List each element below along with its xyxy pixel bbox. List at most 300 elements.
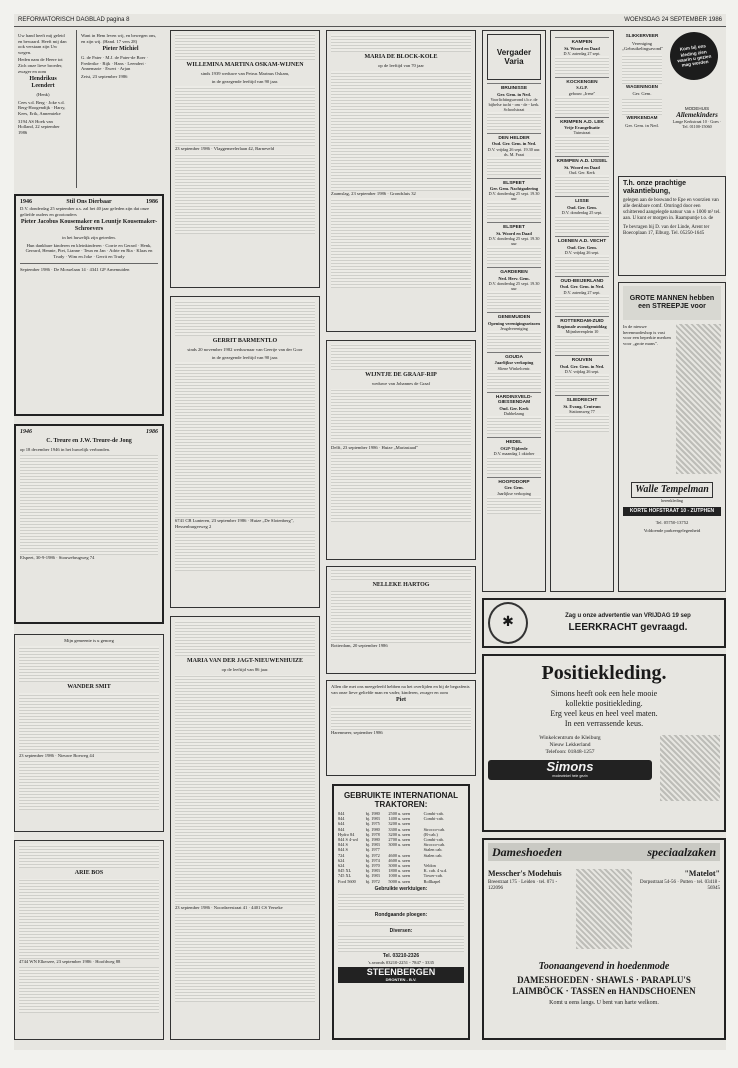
tractor-cell: 1400 u. uren xyxy=(388,816,410,822)
vergader-slikkerveer xyxy=(618,30,666,172)
ad-dameshoeden xyxy=(482,838,726,1040)
text-block xyxy=(331,591,471,643)
vergader-items xyxy=(487,83,541,514)
text-block xyxy=(19,879,159,959)
anniversary-family: Hun dankbare kinderen en kleinkinderen · Corrie en Gerard · Henk, Gerrard, Hennie, Piet, Lianne · Teun en Jan · Adrie en Ria · Klaas en Trudy · Wim en Joke · Gerrit en Trudy xyxy=(25,242,153,259)
tractor-cell: 3000 u. uren xyxy=(388,842,410,848)
anniversary-text2: in het huwelijk zijn getreden. xyxy=(62,235,116,241)
anniversary-names: Pieter Jacobus Kousemaker en Leuntje Kousemaker-Schroevers xyxy=(20,219,158,233)
vergader-title: SLIEDRECHT xyxy=(566,398,598,404)
text-block xyxy=(331,344,471,370)
positie-addr2: Nieuw Lekkerland xyxy=(549,742,591,748)
tractor-cell: Combi-cab. xyxy=(423,816,444,822)
text-block xyxy=(19,693,159,753)
year-end: 1986 xyxy=(146,429,158,435)
text-block xyxy=(331,706,471,730)
text-block xyxy=(338,936,464,952)
anniversary-text: D.V. donderdag 25 september a.s. zal het 40 jaar geleden zijn dat onze geliefde ouders en grootouders xyxy=(20,206,150,217)
tractor-cell: bj. 1983 xyxy=(365,816,380,822)
vergader-org: Oud. Ger. Gem. in Ned. xyxy=(559,363,605,369)
allemk-title: Allemekinders xyxy=(676,111,718,119)
vergader-item xyxy=(555,77,609,114)
notice-text: Heden nam de Heere tot Zich onze lieve broeder, zwager en oom xyxy=(18,57,63,74)
positie-addr1: Winkelcentrum de Kleiburg xyxy=(539,735,601,741)
allemk-sub: MODEHUIS xyxy=(684,106,710,111)
vergader-org: Ned. Herv. Gem. xyxy=(498,275,530,281)
vergader-text: D.V. zaterdag 27 sept. xyxy=(563,50,601,56)
tractor-cell: bj. 1972 xyxy=(365,878,380,884)
tractor-cell: Veldon xyxy=(423,863,436,869)
notice-date: Harenmeer, september 1986 xyxy=(331,730,383,736)
tractor-cell: 644 xyxy=(338,821,345,827)
text-block xyxy=(331,570,471,580)
tractor-cell: Sirocco-cab. xyxy=(423,826,446,832)
vergader-org: Ger. Gem. in Ned. xyxy=(497,91,531,97)
ad-circle: Kom bij ons kleding zien waarin u gezien mag worden xyxy=(667,29,721,83)
hoeden-line3: Komt u eens langs. U bent van harte welkom. xyxy=(549,1000,659,1006)
text-block xyxy=(487,246,541,264)
notice-name: ARIE BOS xyxy=(74,870,104,876)
tractor-cell: 624 xyxy=(338,863,345,869)
tractor-cell: 844 S xyxy=(338,847,348,853)
tractor-cell: bj. 1974 xyxy=(365,857,380,863)
vergader-org: Oud. Ger. Gem. in Ned. xyxy=(491,141,537,147)
grote-mannen-banner xyxy=(623,286,721,320)
text-block xyxy=(487,201,541,219)
vergader-org: Oud. Ger. Kerk xyxy=(499,405,529,411)
tractor-cell: 2500 u. uren xyxy=(388,811,410,816)
tractor-cell: K. cab. 4 w.d. xyxy=(423,868,448,874)
ad-walle-tempelman xyxy=(618,282,726,592)
vergader-org: Oud. Ger. Gem. xyxy=(567,204,597,210)
vergader-title: GENEMUIDEN xyxy=(497,314,531,320)
vergader-text: Jeugdvereniging xyxy=(500,325,528,331)
notice-hartog xyxy=(326,566,476,674)
vergader-text: Voorlichtingsavond t.b.v. de bijbelse tucht - om - de - kerk. Schoolstraat xyxy=(488,96,540,112)
notice-name: WANDER SMIT xyxy=(67,683,111,690)
notice-name: MARIA VAN DER JAGT-NIEUWENHUIZE xyxy=(186,658,304,664)
vergader-title: ROTTERDAM-ZUID xyxy=(560,318,604,324)
school-logo-icon: ✱ xyxy=(488,602,528,644)
page-header xyxy=(14,14,726,27)
vergader-text: Dubbelzang xyxy=(503,410,525,416)
vergader-title: ELSPEET xyxy=(503,225,525,231)
vergader-text: Sliene Winkelcentr. xyxy=(497,365,531,371)
vergader-text: D.V. vrijdag 26 sept. xyxy=(564,249,600,255)
tractor-cell: bj. 1980 xyxy=(365,837,380,843)
notice-henk xyxy=(14,30,72,188)
vergader-items xyxy=(555,37,609,432)
divider xyxy=(20,263,158,264)
tractor-cell: bj. 1983 xyxy=(365,842,380,848)
notice-arie-bos xyxy=(14,840,164,1040)
matelot-name: "Matelot" xyxy=(684,869,720,878)
tractor-cell: Stalen cab. xyxy=(423,847,443,853)
vergader-varia xyxy=(482,30,546,592)
text-block xyxy=(555,215,609,233)
dameshoeden-title: Dameshoeden xyxy=(492,845,562,859)
vergader-item xyxy=(487,477,541,514)
text-block xyxy=(487,112,541,130)
tractors-h4: Diversen: xyxy=(389,927,413,934)
vergader-item xyxy=(487,222,541,264)
tractors-h3: Rondgaande ploegen: xyxy=(374,911,428,918)
anniversary-date: Elspeet, 30-9-1986 · Stouwebrugweg 74 xyxy=(20,554,95,560)
tractors-phone: Tel. 03210-2326 xyxy=(382,952,420,959)
text-block xyxy=(175,300,315,336)
vergader-text: D.V. vrijdag 26 sept. 19.30 uur. ds. M. Fraai xyxy=(487,146,541,157)
text-block xyxy=(622,54,662,84)
text-block xyxy=(555,334,609,352)
year-start: 1946 xyxy=(20,429,32,435)
tractor-cell: 844 xyxy=(338,816,345,822)
simons-logo-text: Simons xyxy=(546,759,594,774)
ad-allemekinders xyxy=(670,32,724,102)
text-block xyxy=(555,255,609,273)
tractor-cell: 3300 u. uren xyxy=(388,826,410,832)
tractors-phone-evening: 's avonds 03210-2251 - 7847 - 3335 xyxy=(367,959,435,965)
steenbergen-logo-text: STEENBERGEN xyxy=(366,967,436,978)
text-block xyxy=(19,844,159,868)
notice-sub: sinds 1939 weduwe van Petrus Marinus Oskam, xyxy=(200,71,290,76)
tractor-cell: bj. 1983 xyxy=(365,868,380,874)
notice-age: in de gezegende leeftijd van 90 jaar. xyxy=(211,354,279,360)
vergader-text: D.V. donderdag 25 sept. xyxy=(561,209,603,215)
vergader-title: HARDINXVELD-GIESSENDAM xyxy=(495,394,533,406)
notice-date: 3194 AS Hoek van Holland, 22 september 1986 xyxy=(18,118,60,135)
notice-thanks-piet xyxy=(326,680,476,776)
notice-name: NELLEKE HARTOG xyxy=(372,582,430,588)
notice-wander-smit xyxy=(14,634,164,832)
vergader-title: SLIKKERVEER xyxy=(625,33,659,38)
vakantie-title: T.h. onze prachtige vakantiebung, xyxy=(623,180,687,195)
vergader-item xyxy=(555,37,609,74)
tractor-cell: Combi-cab. xyxy=(423,837,444,843)
notice-date: Zaamslag, 23 september 1986 · Grondsluis 32 xyxy=(331,190,416,196)
vergader-title: KRIMPEN A.D. IJSSEL xyxy=(556,159,608,165)
tractor-cell: Combi-cab. xyxy=(423,811,444,816)
text-block xyxy=(555,56,609,74)
tractor-cell: 844 xyxy=(338,811,345,816)
text-block xyxy=(338,920,464,926)
vergader-varia-2 xyxy=(550,30,614,592)
vergader-item xyxy=(555,156,609,193)
tractors-title: GEBRUIKTE INTERNATIONAL TRAKTOREN: xyxy=(343,791,459,809)
vergader-title: GARDEREN xyxy=(500,270,528,276)
vergader-title: WERKENDAM xyxy=(626,114,658,120)
tractor-cell: 624 xyxy=(338,857,345,863)
newspaper-page xyxy=(14,14,726,1050)
vergader-title: ROUVEN xyxy=(571,358,593,364)
dameshoeden-title2: speciaalzaken xyxy=(647,845,716,859)
tractor-cell: 745 XL xyxy=(338,873,352,879)
grote-mannen-title: GROTE MANNEN hebben een STREEPJE voor xyxy=(629,295,715,310)
text-block xyxy=(175,154,315,234)
text-block xyxy=(175,620,315,656)
vergader-org: Vereniging „Gebruikelingsavond" xyxy=(622,40,664,52)
vergader-text: Stationsweg 77 xyxy=(569,408,595,414)
tractor-cell: 724 xyxy=(338,852,345,858)
tractor-cell: Rollkapel xyxy=(423,878,441,884)
vergader-item xyxy=(555,355,609,392)
notice-sub: (Henk) xyxy=(36,92,50,98)
text-block xyxy=(175,34,315,60)
thanks-text: Allen die met ons meegeleefd hebben na het overlijden en bij de begrafenis van onze lieve geliefde man en vader, kinderen, zwager en oom xyxy=(331,684,470,695)
tractor-cell: (R-cab.) xyxy=(423,831,438,837)
text-block xyxy=(622,99,662,115)
header-right: WOENSDAG 24 SEPTEMBER 1986 xyxy=(624,17,722,23)
positie-phone: Telefoon: 01848-1257 xyxy=(545,749,595,755)
notice-name: Piet xyxy=(396,697,406,704)
vergader-text: D.V. donderdag 25 sept. 19.30 uur xyxy=(488,236,540,247)
vergader-item xyxy=(487,133,541,175)
vergader-org: Ger. Gem. xyxy=(632,91,652,97)
ad-tractors xyxy=(332,784,470,1040)
vergader-item xyxy=(555,236,609,273)
pregnant-woman-image xyxy=(660,735,720,801)
notice-name: MARIA DE BLOCK-KOLE xyxy=(364,54,438,60)
text-block xyxy=(19,760,159,810)
vergader-org: Vrije Evangelisatie xyxy=(564,125,600,131)
vergader-title: DEN HELDER xyxy=(498,135,530,141)
walle-logo: Walle Tempelman xyxy=(631,482,713,498)
text-block xyxy=(19,967,159,1013)
vergader-item xyxy=(487,267,541,309)
vergader-title: LISSE xyxy=(575,199,589,205)
text-block xyxy=(175,86,315,146)
simons-logo xyxy=(488,760,652,780)
vergader-item xyxy=(555,117,609,154)
positie-text2: kollektie positiekleding. xyxy=(565,699,643,708)
notice-text: Uw hand heeft mij geleid en bewaard. Heeft mij dan ook verstaan zijn Uw wegen. xyxy=(18,33,67,55)
tractor-cell: 845 XL xyxy=(338,868,352,874)
vakantie-text: gelegen aan de boswand te Epe en voorzien van alle denkbare comf. Omringd door een schitterend aangelegde natuur van ± 1000 m² tel. aan. U kunt er morgen in. Raampuntje t.o. de xyxy=(623,198,721,221)
notice-date: Rotterdam, 20 september 1986 xyxy=(331,643,388,648)
notice-age: op de leeftijd van 86 jaar. xyxy=(221,667,269,672)
ad-allemekinders-logo xyxy=(670,106,724,172)
text-block xyxy=(331,71,471,191)
tractor-cell: 4600 u. uren xyxy=(388,852,410,858)
notice-verse: Mijn gemeente is u genoeg xyxy=(64,638,114,643)
tractor-cell: bj. 1970 xyxy=(365,863,380,869)
vergader-org: Oud. Ger. Gem. xyxy=(567,244,597,250)
text-block xyxy=(487,456,541,474)
man-figure-image xyxy=(676,324,721,474)
anniversary-kousemaker xyxy=(14,194,164,416)
notice-de-block xyxy=(326,30,476,332)
notice-date: 4744 WN Elkerzee, 23 september 1986 · Hoofdweg 88 xyxy=(19,959,121,964)
notice-van-der-jagt xyxy=(170,616,320,1040)
notice-date: Delft, 23 september 1986 · Huize „Mariastaad" xyxy=(331,444,418,450)
leerkracht-top: Zag u onze advertentie van VRIJDAG 19 sep xyxy=(565,613,691,619)
notice-family: G. de Pater · M.J. de Pater-de Boer · Frederike · Rijk · Hans · Leendert · Annemarie · Ewert · Arjan xyxy=(81,55,149,72)
leerkracht-title: LEERKRACHT gevraagd. xyxy=(568,622,688,633)
ad-positiekleding xyxy=(482,654,726,832)
notice-text: Want in Hem leven wij, en bewegen ons, en zijn wij. (Hand. 17 vers 28) xyxy=(81,33,157,44)
vergader-title: OUD-BEIJERLAND xyxy=(560,278,604,284)
vergader-text: D.V. maandag 1 oktober xyxy=(493,450,535,456)
tractor-cell: 3200 u. uren xyxy=(388,831,410,837)
hoeden-footer-title: Toonaangevend in hoedenmode xyxy=(538,961,670,972)
vergader-text: D.V. vrijdag 26 sept. xyxy=(564,369,600,375)
matelot-addr: Dorpsstraat 54-56 · Putten · tel. 03418 - 56945 xyxy=(640,880,720,891)
tractor-row xyxy=(338,879,464,884)
grote-text: In de nieuwe herenmodeshop is vast voor een beperkte merken voor „grote mans". xyxy=(623,324,671,346)
notice-name: WIJNTJE DE GRAAF-RIP xyxy=(365,372,437,378)
notice-name: Pieter Michiel xyxy=(102,46,139,53)
text-block xyxy=(555,414,609,432)
year-end: 1986 xyxy=(146,199,158,205)
hat-model-image xyxy=(576,869,632,949)
vergader-title: ELSPEET xyxy=(503,180,525,186)
tractor-cell: 3000 u. uren xyxy=(388,863,410,869)
tractor-cell: 5000 u. uren xyxy=(388,878,410,884)
text-block xyxy=(331,452,471,522)
positie-logo: Positiekleding. xyxy=(541,662,667,684)
notice-sub: sinds 20 november 1982 weduwnaar van Geertje van der Goor xyxy=(187,347,303,352)
vergader-org: Jaarlijkse verkoping xyxy=(494,360,534,366)
vergader-item xyxy=(555,395,609,432)
header-left: REFORMATORISCH DAGBLAD pagina 8 xyxy=(18,17,130,23)
tractor-cell: Tower-cab. xyxy=(423,873,443,879)
hoeden-line1: DAMESHOEDEN · SHAWLS · PARAPLU'S xyxy=(517,975,691,985)
vergader-text: Jaarlijkse verkoping xyxy=(497,490,531,496)
tractor-cell: bj. 1980 xyxy=(365,826,380,832)
walle-parking: Voldoende parkeergelegenheid xyxy=(643,527,701,533)
anniversary-text: op 18 december 1946 in het huwelijk verbonden. xyxy=(20,447,111,452)
positie-text1: Simons heeft ook een hele mooie xyxy=(550,689,658,698)
vergader-item xyxy=(487,178,541,220)
text-block xyxy=(555,135,609,153)
text-block xyxy=(487,496,541,514)
text-block xyxy=(338,894,464,910)
notice-sub: weduwe van Johannes de Graaf xyxy=(371,381,431,386)
vergader-title: LOENEN A.D. VECHT xyxy=(557,238,607,244)
vergader-title: HOOFDDORP xyxy=(498,479,530,485)
anniversary-treure xyxy=(14,424,164,624)
vergader-org: St. Evang. Centrum xyxy=(563,403,601,409)
notice-date: 23 september 1986 · Nieuwe Boeweg 44 xyxy=(19,752,95,758)
tractor-cell: 844 xyxy=(338,826,345,832)
anniversary-heading: Stil Ons Dierbaar xyxy=(66,199,112,205)
vergader-org: Regionale avondgemiddag xyxy=(557,324,607,330)
notice-age: in de gezegende leeftijd van 90 jaar. xyxy=(211,78,279,84)
tractor-cell: bj. 1977 xyxy=(365,847,380,853)
vergader-org: St. Woord en Daad xyxy=(564,164,600,170)
anniversary-date: September 1986 · De Mosselaan 14 · 4341 GP Arnemuiden xyxy=(20,266,130,272)
tractor-cell: bj. 1978 xyxy=(365,831,380,837)
vergader-varia-logo xyxy=(487,34,541,80)
vergader-text: Tuinstraat xyxy=(573,130,591,136)
notice-date: 23 september 1986 · Noordzeestraat 41 · 4401 CS Yerseke xyxy=(175,904,283,910)
messcher-addr: Breestraat 175 · Leiden · tel. 071 - 122096 xyxy=(488,880,558,891)
vergader-title: KOCKENGEN xyxy=(566,79,598,85)
tractor-cell: 3200 u. uren xyxy=(388,821,410,827)
vergader-org: Opening verenigingsseizoen xyxy=(488,320,540,326)
vergader-text: Mijnsherenplein 10 xyxy=(565,329,599,335)
notice-family: Cees v.d. Berg · Joke v.d. Berg-Hoogendijk · Harry, Kees, Erik, Annemieke xyxy=(18,99,66,116)
vergader-item xyxy=(487,352,541,389)
notice-name: WILLEMINA MARTINA OSKAM-WIJNEN xyxy=(186,62,304,68)
walle-phone: Tel. 05750-13752 xyxy=(655,520,689,525)
tractors-h2: Gebruikte werktuigen: xyxy=(374,885,428,892)
vergader-title: GOUDA xyxy=(505,354,523,360)
vergader-item xyxy=(555,316,609,353)
text-block xyxy=(555,96,609,114)
vergader-org: OGP-Tijdrede xyxy=(500,445,528,451)
tractor-cell: 1000 u. uren xyxy=(388,873,410,879)
text-block xyxy=(175,362,315,518)
notice-oskam xyxy=(170,30,320,288)
year-start: 1946 xyxy=(20,199,32,205)
ad-vakantiebungalow xyxy=(618,176,726,276)
allemk-addr: Lange Kerkstraat 10 · Goes · Tel. 01100-15060 xyxy=(672,119,722,129)
vergader-org: St. Woord en Daad xyxy=(496,230,532,236)
vergader-org: Ger. Gem. xyxy=(504,485,524,491)
vergader-title: KRIMPEN A.D. LEK xyxy=(560,119,604,125)
positie-text3: Erg veel keus en heel veel maten. xyxy=(550,709,658,718)
text-block xyxy=(331,34,471,52)
walle-address: KORTE HOFSTRAAT 10 - ZUTPHEN xyxy=(623,507,721,516)
notice-age: op de leeftijd van 70 jaar xyxy=(378,63,424,68)
vergader-text: gebouw „Irene" xyxy=(568,90,596,96)
text-block xyxy=(555,295,609,313)
text-block xyxy=(555,175,609,193)
vergader-org: Ger. Gem. in Ned. xyxy=(625,122,659,128)
vergader-item xyxy=(487,392,541,434)
text-block xyxy=(487,416,541,434)
tractor-cell: 2700 u. uren xyxy=(388,837,410,843)
notice-date: 23 september 1986 · Vlaggemeelerlaan 42, Barneveld xyxy=(175,146,275,152)
steenbergen-logo xyxy=(338,967,464,983)
text-block xyxy=(487,157,541,175)
vergader-item xyxy=(555,276,609,313)
tractor-cell: Stalen cab. xyxy=(423,852,443,858)
text-block xyxy=(555,374,609,392)
simons-logo-sub: modewinkel hele gezin xyxy=(552,774,588,778)
text-block xyxy=(175,912,315,1002)
tractor-cell: Sirocco-cab. xyxy=(423,842,446,848)
text-block xyxy=(175,531,315,571)
vergader-title: KAMPEN xyxy=(571,40,593,45)
notice-barmentlo xyxy=(170,296,320,608)
tractor-cell: 844 S 4-wd xyxy=(338,837,358,843)
notice-date: Zeist, 23 september 1986 xyxy=(81,73,128,79)
vergader-org: S.G.P. xyxy=(576,85,588,91)
positie-text4: In een verrassende keus. xyxy=(564,719,644,728)
text-block xyxy=(331,198,471,288)
messcher-name: Messcher's Modehuis xyxy=(488,869,562,878)
tractor-cell: bj. 1975 xyxy=(365,821,380,827)
steenbergen-logo-sub: DRONTEN - B.V. xyxy=(385,977,417,983)
text-block xyxy=(20,455,158,555)
vergader-text: D.V. zaterdag 27 sept. xyxy=(563,289,601,295)
vergader-varia-title: Vergader Varia xyxy=(496,48,532,66)
text-block xyxy=(487,291,541,309)
vergader-org: St. Woord en Daad xyxy=(564,45,600,51)
vergader-title: BRUINISSE xyxy=(500,86,528,91)
walle-sub: herenkleding xyxy=(661,498,683,503)
tractor-cell: bj. 1983 xyxy=(365,873,380,879)
vakantie-text2: Te bevragen bij D. van der Linde, Arent ter Boecoplaan 17, Elburg. Tel. 05250-1645 xyxy=(623,225,710,236)
vergader-item xyxy=(487,312,541,349)
vergader-item xyxy=(487,437,541,474)
text-block xyxy=(487,331,541,349)
notice-name: Hendrikus Leendert xyxy=(29,76,57,90)
notice-de-graaf xyxy=(326,340,476,560)
tractors-table xyxy=(338,811,464,884)
vergader-item xyxy=(487,83,541,130)
